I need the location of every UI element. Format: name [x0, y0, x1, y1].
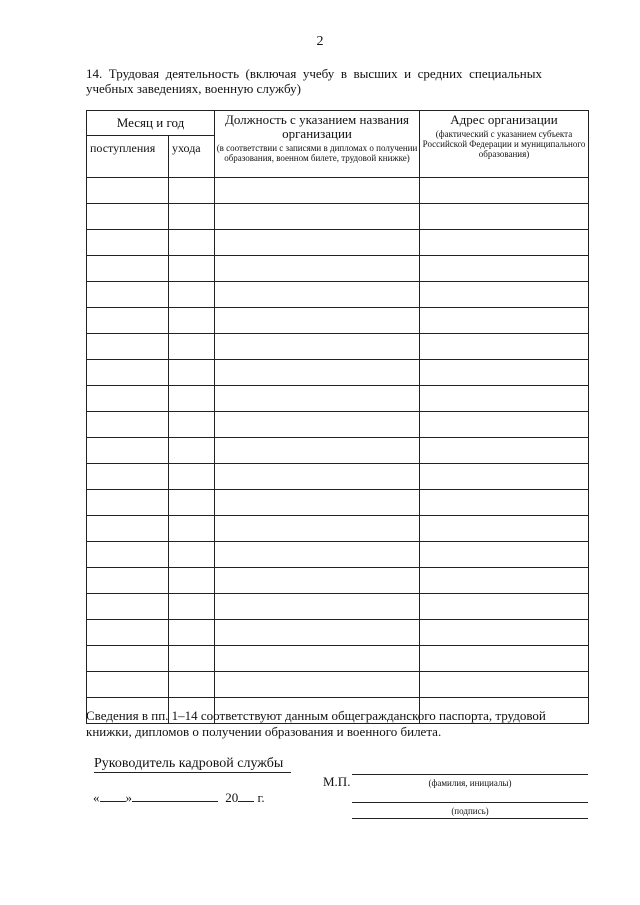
- table-row: [87, 490, 589, 516]
- header-position: [215, 111, 420, 178]
- table-row: [87, 438, 589, 464]
- entry-cell[interactable]: [87, 386, 169, 412]
- section-title-line1: 14. Трудовая деятельность (включая учебу в высших и средних специальных: [86, 66, 542, 81]
- header-address: [420, 111, 589, 178]
- exit-cell[interactable]: [169, 542, 215, 568]
- address-cell[interactable]: [420, 256, 589, 282]
- header-entry: поступления: [87, 136, 169, 178]
- work-history-table: [86, 110, 589, 724]
- table-row: [87, 282, 589, 308]
- address-cell[interactable]: [420, 438, 589, 464]
- signature-caption: (подпись): [451, 806, 489, 816]
- page-number: 2: [316, 34, 324, 49]
- entry-cell[interactable]: [87, 412, 169, 438]
- exit-cell[interactable]: [169, 516, 215, 542]
- address-cell[interactable]: [420, 672, 589, 698]
- entry-cell[interactable]: [87, 516, 169, 542]
- exit-cell[interactable]: [169, 178, 215, 204]
- hr-head-title: Руководитель кадровой службы: [94, 756, 291, 773]
- position-cell[interactable]: [215, 672, 420, 698]
- section-heading: [86, 66, 542, 96]
- entry-cell[interactable]: [87, 568, 169, 594]
- position-cell[interactable]: [215, 178, 420, 204]
- date-day-field[interactable]: [100, 789, 126, 802]
- date-year-field[interactable]: [238, 789, 254, 802]
- address-cell[interactable]: [420, 490, 589, 516]
- date-year-prefix: 20: [225, 790, 239, 805]
- entry-cell[interactable]: [87, 204, 169, 230]
- table-row: [87, 464, 589, 490]
- address-cell[interactable]: [420, 646, 589, 672]
- table-row: [87, 178, 589, 204]
- position-cell[interactable]: [215, 308, 420, 334]
- address-cell[interactable]: [420, 568, 589, 594]
- position-cell[interactable]: [215, 256, 420, 282]
- verification-note: Сведения в пп. 1–14 соответствуют данным общегражданского паспорта, трудовой книжки, дипломов о получении образования и военного билета.: [86, 708, 546, 739]
- exit-cell[interactable]: [169, 594, 215, 620]
- table-header-row: [87, 111, 589, 136]
- address-cell[interactable]: [420, 360, 589, 386]
- position-cell[interactable]: [215, 334, 420, 360]
- exit-cell[interactable]: [169, 672, 215, 698]
- position-cell[interactable]: [215, 438, 420, 464]
- position-cell[interactable]: [215, 568, 420, 594]
- entry-cell[interactable]: [87, 490, 169, 516]
- table-row: [87, 360, 589, 386]
- exit-cell[interactable]: [169, 308, 215, 334]
- entry-cell[interactable]: [87, 178, 169, 204]
- position-cell[interactable]: [215, 620, 420, 646]
- name-caption: (фамилия, инициалы): [428, 778, 512, 788]
- header-month-year-label: Месяц и год: [116, 115, 185, 130]
- table-row: [87, 256, 589, 282]
- stamp-label: М.П.: [323, 774, 351, 789]
- table-row: [87, 204, 589, 230]
- exit-cell[interactable]: [169, 568, 215, 594]
- address-cell[interactable]: [420, 386, 589, 412]
- address-cell[interactable]: [420, 204, 589, 230]
- entry-cell[interactable]: [87, 360, 169, 386]
- address-cell[interactable]: [420, 516, 589, 542]
- exit-cell[interactable]: [169, 490, 215, 516]
- position-cell[interactable]: [215, 516, 420, 542]
- header-position-note: (в соответствии с записями в дипломах о получении образования, военном билете, трудовой книжке): [216, 143, 418, 163]
- entry-cell[interactable]: [87, 256, 169, 282]
- position-cell[interactable]: [215, 360, 420, 386]
- table-row: [87, 308, 589, 334]
- name-line[interactable]: [352, 774, 588, 775]
- position-cell[interactable]: [215, 386, 420, 412]
- header-address-label: Адрес организации: [450, 112, 558, 127]
- table-row: [87, 412, 589, 438]
- exit-cell[interactable]: [169, 230, 215, 256]
- address-cell[interactable]: [420, 282, 589, 308]
- table-row: [87, 620, 589, 646]
- address-cell[interactable]: [420, 464, 589, 490]
- signature-line-lower: [352, 818, 588, 819]
- section-title-line2: учебных заведениях, военную службу): [86, 81, 301, 96]
- table-row: [87, 334, 589, 360]
- exit-cell[interactable]: [169, 438, 215, 464]
- entry-cell[interactable]: [87, 646, 169, 672]
- header-exit: ухода: [169, 136, 215, 178]
- signature-line[interactable]: [352, 802, 588, 803]
- entry-cell[interactable]: [87, 594, 169, 620]
- position-cell[interactable]: [215, 542, 420, 568]
- exit-cell[interactable]: [169, 334, 215, 360]
- date-year-suffix: г.: [257, 790, 265, 805]
- date-month-field[interactable]: [132, 789, 218, 802]
- entry-cell[interactable]: [87, 464, 169, 490]
- table-row: [87, 594, 589, 620]
- address-cell[interactable]: [420, 412, 589, 438]
- address-cell[interactable]: [420, 230, 589, 256]
- table-body: [87, 178, 589, 724]
- exit-cell[interactable]: [169, 646, 215, 672]
- table-row: [87, 230, 589, 256]
- position-cell[interactable]: [215, 230, 420, 256]
- position-cell[interactable]: [215, 594, 420, 620]
- address-cell[interactable]: [420, 594, 589, 620]
- table-row: [87, 646, 589, 672]
- exit-cell[interactable]: [169, 412, 215, 438]
- address-cell[interactable]: [420, 308, 589, 334]
- exit-cell[interactable]: [169, 620, 215, 646]
- date-open-quote: «: [93, 790, 100, 805]
- address-cell[interactable]: [420, 334, 589, 360]
- address-cell[interactable]: [420, 542, 589, 568]
- exit-cell[interactable]: [169, 256, 215, 282]
- table-row: [87, 568, 589, 594]
- entry-cell[interactable]: [87, 230, 169, 256]
- date-close-quote: »: [125, 790, 132, 805]
- exit-cell[interactable]: [169, 464, 215, 490]
- exit-cell[interactable]: [169, 360, 215, 386]
- position-cell[interactable]: [215, 464, 420, 490]
- header-month-year: [87, 111, 215, 136]
- position-cell[interactable]: [215, 282, 420, 308]
- entry-cell[interactable]: [87, 620, 169, 646]
- table-row: [87, 672, 589, 698]
- table-row: [87, 516, 589, 542]
- entry-cell[interactable]: [87, 282, 169, 308]
- position-cell[interactable]: [215, 412, 420, 438]
- date-line: [93, 789, 265, 806]
- address-cell[interactable]: [420, 620, 589, 646]
- table-row: [87, 542, 589, 568]
- entry-cell[interactable]: [87, 672, 169, 698]
- exit-cell[interactable]: [169, 204, 215, 230]
- position-cell[interactable]: [215, 646, 420, 672]
- exit-cell[interactable]: [169, 386, 215, 412]
- entry-cell[interactable]: [87, 334, 169, 360]
- entry-cell[interactable]: [87, 542, 169, 568]
- header-address-note: (фактический с указанием субъекта Российской Федерации и муниципального образования): [422, 129, 586, 159]
- entry-cell[interactable]: [87, 308, 169, 334]
- position-cell[interactable]: [215, 490, 420, 516]
- position-cell[interactable]: [215, 204, 420, 230]
- header-position-label: Должность с указанием названия организации: [224, 112, 410, 141]
- address-cell[interactable]: [420, 178, 589, 204]
- exit-cell[interactable]: [169, 282, 215, 308]
- table-row: [87, 386, 589, 412]
- entry-cell[interactable]: [87, 438, 169, 464]
